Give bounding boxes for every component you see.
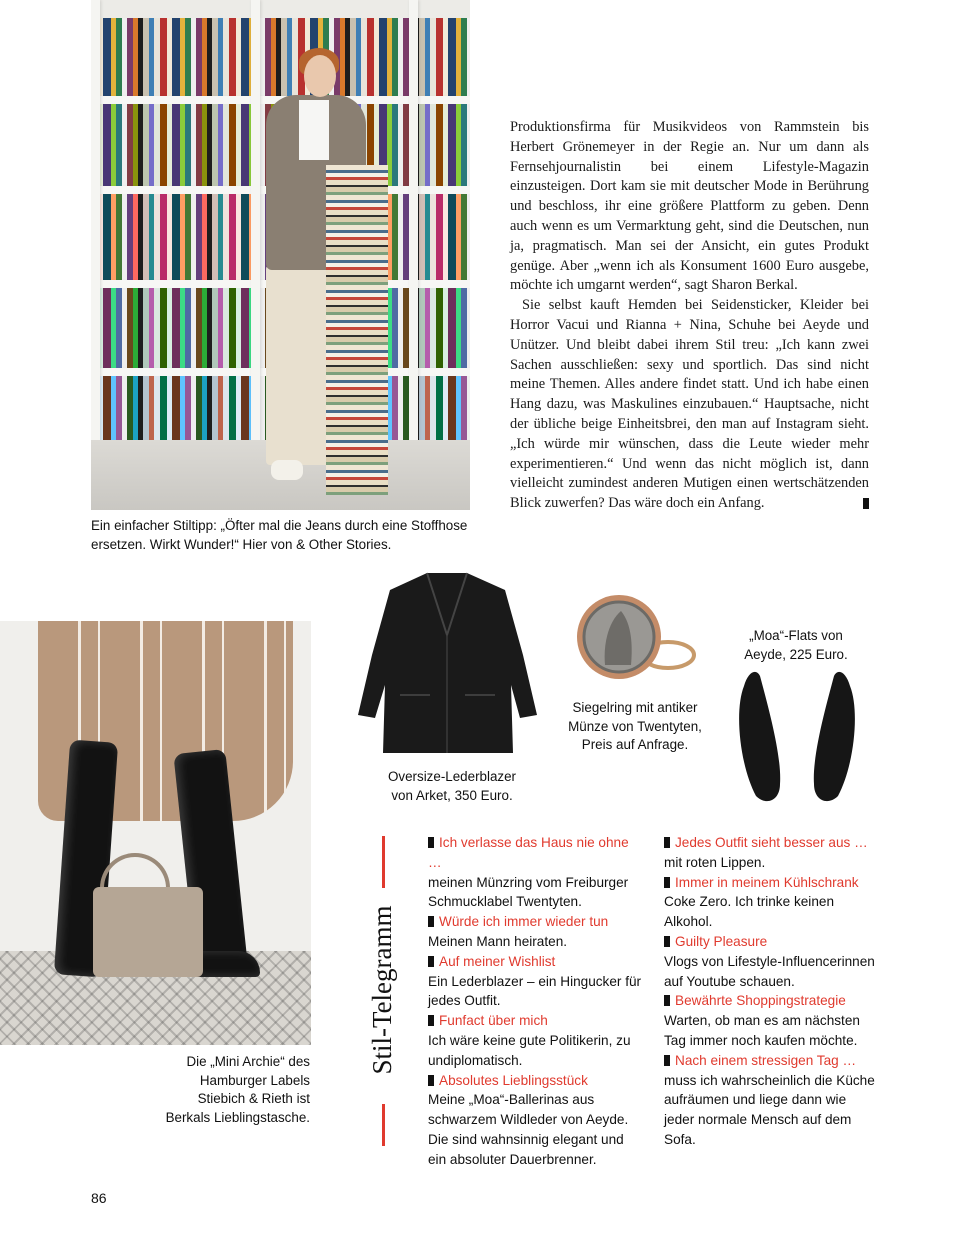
telegramm-answer: meinen Münzring vom Freiburger Schmucklabel Twentyten. <box>428 874 629 910</box>
flats-image <box>732 666 862 806</box>
shelf-post <box>251 0 260 450</box>
article-body <box>510 118 869 514</box>
photo-bookshelf-portrait <box>91 0 470 510</box>
person-head <box>304 55 336 97</box>
article-paragraph <box>510 296 869 514</box>
shelf-post <box>91 0 100 450</box>
telegramm-question: Immer in meinem Kühlschrank <box>664 873 879 893</box>
telegramm-question: Guilty Pleasure <box>664 932 879 952</box>
telegramm-answer: mit roten Lippen. <box>664 854 766 870</box>
product-moa-flats <box>732 666 862 806</box>
book-stack <box>326 165 388 495</box>
person-shoe <box>271 460 303 480</box>
caption-flats: „Moa“-Flats von Aeyde, 225 Euro. <box>744 628 848 662</box>
telegramm-answer: Meine „Moa“-Ballerinas aus schwarzem Wildleder von Aeyde. Die sind wahnsinnig elegant und ein absoluter Dauerbrenner. <box>428 1092 629 1167</box>
telegramm-question: Nach einem stressigen Tag … <box>664 1051 879 1071</box>
product-signet-ring <box>575 593 699 693</box>
shelf-post <box>409 0 418 450</box>
telegramm-question: Auf meiner Wishlist <box>428 952 643 972</box>
telegramm-answer: Coke Zero. Ich trinke keinen Alkohol. <box>664 894 835 930</box>
telegramm-question: Absolutes Lieblingsstück <box>428 1071 643 1091</box>
telegramm-question: Ich verlasse das Haus nie ohne … <box>428 833 643 873</box>
caption-blazer: Oversize-Lederblazer von Arket, 350 Euro. <box>387 769 516 803</box>
article-paragraph: Produktionsfirma für Musikvideos von Rammstein bis Herbert Grönemeyer in der Regie an. Nur um dann als Fernsehjournalistin bei einem Lifestyle-Magazin einzusteigen. Dort kam sie mit deutscher Mode in Berührung und beschloss, ihr eine größere Plattform zu geben. Denn auch wenn es um Vermarktung geht, sind die Deutschen, nun ja, pragmatisch. Man sei der Ansicht, ein gutes Produkt genüge. Aber „wenn ich als Konsument 1600 Euro ausgebe, möchte ich umgarnt werden“, sagt Sharon Berkal. <box>510 119 869 294</box>
telegramm-column-left <box>428 833 643 1170</box>
telegramm-question: Funfact über mich <box>428 1011 643 1031</box>
telegramm-answer: Meinen Mann heiraten. <box>428 933 568 949</box>
telegramm-question: Würde ich immer wieder tun <box>428 912 643 932</box>
article-paragraph-text: Sie selbst kauft Hemden bei Seidensticker, Kleider bei Horror Vacui und Rianna + Nina, Schuhe bei Aeyde und Unützer. Und bleibt dabei ihrem Stil treu: „Ich kann zwei Sachen ausschließen: sexy und sportlich. Das sind nicht meine Themen. Alles andere findet statt. Und ich habe einen Hang dazu, was Maskulines einzubauen.“ Hauptsache, nicht der übliche beige Einheitsbrei, den man auf Instagram sieht. „Ich würde mir wünschen, dass die Leute wieder mehr experimentieren.“ Und wenn das nicht möglich ist, dann vielleicht zumindest anderen Mutigen einen wertschätzenden Blick zuwerfen? Das wäre doch ein Anfang. <box>510 297 869 512</box>
accent-line <box>382 836 385 888</box>
signet-ring-image <box>575 593 699 693</box>
product-leather-blazer <box>355 565 540 760</box>
accent-line <box>382 1104 385 1146</box>
telegramm-title: Stil-Telegramm <box>367 905 397 1075</box>
telegramm-column-right <box>664 833 879 1150</box>
photo-boots-and-bag <box>0 621 311 1045</box>
end-mark-icon <box>863 498 869 509</box>
handbag <box>93 887 203 977</box>
telegramm-question: Jedes Outfit sieht besser aus … <box>664 833 879 853</box>
person-shirt <box>299 100 329 160</box>
caption-boots-photo: Die „Mini Archie“ des Hamburger Labels Stiebich & Rieth ist Berkals Lieblingstasche. <box>165 1054 310 1125</box>
telegramm-answer: Ein Lederblazer – ein Hingucker für jedes Outfit. <box>428 973 642 1009</box>
telegramm-answer: muss ich wahrscheinlich die Küche aufräumen und liege dann wie jeder normale Mensch auf dem Sofa. <box>664 1072 875 1147</box>
page-number: 86 <box>91 1190 107 1206</box>
caption-bookshelf-photo: Ein einfacher Stiltipp: „Öfter mal die Jeans durch eine Stoffhose ersetzen. Wirkt Wunder!“ Hier von & Other Stories. <box>91 518 468 552</box>
telegramm-question: Bewährte Shoppingstrategie <box>664 991 879 1011</box>
telegramm-answer: Warten, ob man es am nächsten Tag immer noch kaufen möchte. <box>664 1013 860 1048</box>
leather-blazer-image <box>355 565 540 760</box>
caption-ring: Siegelring mit antiker Münze von Twentyten, Preis auf Anfrage. <box>568 700 702 752</box>
telegramm-answer: Vlogs von Lifestyle-Influencerinnen auf Youtube schauen. <box>664 953 875 989</box>
telegramm-answer: Ich wäre keine gute Politikerin, zu undiplomatisch. <box>428 1032 631 1068</box>
